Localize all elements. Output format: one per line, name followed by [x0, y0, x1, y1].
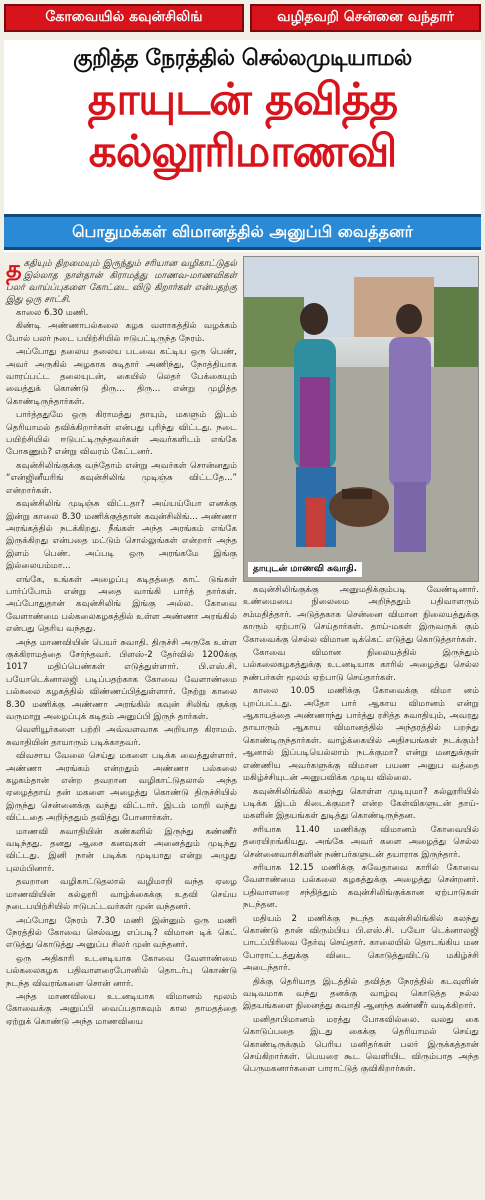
article-lead — [6, 255, 237, 306]
paragraph: சரியாக 11.40 மணிக்கு விமானம் கோவையில் தரையிறங்கியது. அங்கே அவர் களை அழைத்து செல்ல சென்னைவாசிகளின் நண்பர்களுடன் தயாராக இருந்தார். — [243, 824, 479, 860]
paragraph: திக்கு தெரியாத இடத்தில் தவித்த நேரத்தில் கடவுளின் வடிவமாக வந்து தனக்கு வாழ்வு கொடுத்த நல்ல இதயங்களை நினைத்து சுவாதி ஆனந்த கண்ணீர் வடிக்கிறார். — [243, 976, 479, 1012]
section-tag-left: கோவையில் கவுன்சிலிங் — [4, 4, 244, 32]
kicker-line: குறித்த நேரத்தில் செல்லமுடியாமல் — [73, 46, 412, 71]
paragraph: கவுன்சிலிங்கில் கலந்து கொள்ள முடியுமா? கல்லூரியில் படிக்க இடம் கிடைக்குமா? என்ற கேள்விகளுடன் தாய்-மகளின் இதயங்கள் துடித்து கொண்டிருந்தன. — [243, 786, 479, 822]
paragraph: கிண்டி அண்ணாபல்கலை கழக வளாகத்தில் வழக்கம் போல் பலர் நடை பயிற்சியில் ஈடுபட்டிருந்த நேரம். — [6, 321, 237, 344]
article-right-column — [243, 584, 479, 1077]
photo-caption: தாயுடன் மாணவி சுவாதி. — [248, 562, 362, 577]
headline-line-2: கல்லூரிமாணவி — [88, 126, 397, 177]
top-tag-bar — [4, 4, 481, 32]
paragraph: விவசாய வேலை செய்து மகளை படிக்க வைத்துள்ளார். அண்ணா அரங்கம் என்றதும் அண்ணா பல்கலை கழகம்தான் என்ற தவறான வழிகாட்டுதலால் அந்த ஏழைத்தாய் தன் மகளை அழைத்து கொண்டு திருச்சியில் இருந்து சென்னைக்கு வந்து விட்டார். இடம் மாறி வந்து விட்டதை அறிந்ததும் தவித்து போனார்கள். — [6, 751, 237, 824]
subheadline: பொதுமக்கள் விமானத்தில் அனுப்பி வைத்தனர் — [4, 214, 481, 250]
paragraph: அப்போது நேரம் 7.30 மணி இன்னும் ஒரு மணி நேரத்தில் கோவை செல்வது எப்படி? விமான டிக் கெட் எடுத்து கொடுத்து அனுப்ப சிலர் முன் வந்தனர். — [6, 915, 237, 951]
paragraph: அப்போது தலைய தலைய படவை கட்டிய ஒரு பெண், அவர் அருகில் அழகாக சுடிதார் அணிந்து, நோத்தியாக வாரப்பட்ட தலையுடன், கையில் லெதர் பேக்கையும் வைத்துக் கொண்டு திரு... திரு... என்று முழித்த கொண்டிருந்தார்கள். — [6, 347, 237, 407]
paragraph: கவுன்சிலிங்குக்கு அனுமதிக்கும்படி வேண்டினார். உண்மையை நிலைமை அறிந்ததும் பதிவாளரும் சம்மதித்தார். அடுத்தகாக சென்னை விமான நிலையத்துக்கு காரும் ஏற்பாடு செய்தார்கள். தாய்-மகள் இருவருக் கும் கோவைக்கு செல்ல விமான டிக்கெட் எடுத்து கொடுத்தார்கள். — [243, 585, 479, 645]
paragraph: ஒரு அதிகாரி உடனடியாக கோவை வேளாண்மை பல்கலைகழக பதிவாளரைபோனில் தொடர்பு கொண்டு நடந்த விவரங்களை சொன் னார். — [6, 953, 237, 989]
paragraph: மனிதாபிமானம் மரத்து போகவில்லை. வலது கை கொடுப்பதை இடது கைக்கு தெரியாமல் செய்து கொண்டிருக்கும் பெரிய மனிதர்கள் பலர் இருக்கத்தான் செய்கிறார்கள். பெயரை கூட வெளியிட விரும்பாத அந்த பெருமகனார்களை பாராட்டுத் குவிகிறார்கள். — [243, 1014, 479, 1075]
paragraph: சரியாக 12.15 மணிக்கு சுவேதாவை காரில் கோவை வேளாண்மை பல்கலை கழகத்துக்கு அழைத்து சென்றனர். பதிவாளரை சந்தித்தும் கவுன்சிலிங்குக்கான ஏற்பாடுகள் நடந்தன. — [243, 862, 479, 911]
paragraph: வெளியூர்களை பற்றி அவ்வளவாக அறியாத கிராமம். சுவாதியின் தாயாரும் படிக்காதவர். — [6, 725, 237, 748]
section-tag-right: வழிதவறி சென்னை வந்தார் — [250, 4, 481, 32]
paragraph: அந்த மாணவியின் பெயர் சுவாதி. திருச்சி அருகே உள்ள குக்கிராமத்தை சேர்ந்தவர். பிளஸ்-2 தேர்வில் 1200க்கு 1017 மதிப்பெண்கள் எடுத்துள்ளார். பி.எஸ்.சி. பயோடெக்னாலஜி படிப்பதற்காக கோவை வேளாண்மை பல்கலை கழகத்தில் விண்ணப்பித்துள்ளார். நேற்று காலை 8.30 மணிக்கு அண்ணா அரங்கில் கவுன் சிலிங் குக்கு வருமாறு அழைப்புக் கடிதம் அனுப்பி இருந் தார்கள். — [6, 637, 237, 722]
paragraph: கவுன்சிலிங்குக்கு வந்தோம் என்று அவர்கள் சொன்னதும் “என்ஜினீயரிங் கவுன்சிலிங் முடிஞ்சு விட்டதே...” என்றார்கள். — [6, 460, 237, 496]
news-photo — [243, 256, 479, 582]
paragraph: அந்த மாணவியை உடனடியாக விமானம் மூலம் கோவைக்கு அனுப்பி வைப்பதாகவும் கால தாமதத்தை ஏற்றுக் கொண்டு அந்த மாணவியை — [6, 991, 237, 1027]
paragraph: மதியம் 2 மணிக்கு நடந்த கவுன்சிலிங்கில் கலந்து கொண்டு தான் விரும்பிய பி.எஸ்.சி. பயோ டெக்னாலஜி பாடப்பிரிவை தேர்வு செய்தார். காலையில் தொடங்கிய மன போராட்டத்துக்கு விடை கொடுத்துவிட்டு மகிழ்ச்சி அடைந்தார். — [243, 913, 479, 974]
paragraph: மாணவி சுவாதியின் கண்களில் இருந்து கண்ணீர் வடிந்தது. தனது ஆசை கனவுகள் அனைத்தும் முடிந்து விட்டது. இனி நான் படிக்க முடியாது என்று அழுது புலம்பினார். — [6, 826, 237, 874]
paragraph: தவறான வழிகாட்டுதலால் வழிமாறி வந்த ஏழை மாணவியின் கல்லூரி வாழ்க்கைக்கு உதவி செய்ய நடைபயிற்சியில் ஈடுபட்டவர்கள் முன் வந்தனர். — [6, 877, 237, 913]
paragraph: காலை 6.30 மணி. — [16, 308, 89, 318]
lead-text: கதியும் திறமையும் இருந்தும் சரியான வழிகாட்டுதல் இல்லாத நாள்தான் கிராமத்து மாணவ-மாணவிகள் பலர் வாய்ப்புகளை கோட்டை விடு கிறார்கள் என்பதற்கு இது ஒரு சாட்சி. — [6, 259, 237, 305]
article-left-column — [6, 255, 237, 1029]
paragraph: காலை 10.05 மணிக்கு கோவைக்கு விமா னம் புறப்பட்டது. அதோ பார் ஆகாய விமானம் என்று ஆகாயத்தை அண்ணாந்து பார்த்து ரசித்த சுவாதியும், அவரது தாயாரும் ஆகாய விமானத்தில் அந்தரத்தில் பறந்து கொண்டிருந்தார்கள். வாழ்க்கையில் அதிசயங்கள் நடக்கும்! ஆனால் இப்படியெல்லாம் நடக்குமா? என்று மனதுக்குள் எண்ணிய அவர்களுக்கு விமான பயண அனுப வத்தை மகிழ்ச்சியுடன் அனுபவிக்க முடிய வில்லை. — [243, 686, 479, 784]
drop-cap: த — [6, 255, 22, 283]
paragraph: பார்த்ததுமே ஒரு கிராமத்து தாயும், மகளும் இடம் தெரியாமல் தவிக்கிறார்கள் என்பது புரிந்து விட்டது. நடை பயிற்சியில் ஈடுபட்டிருந்தவர்கள் அவர்களிடம் எங்கே போகணும்? என்று விவரம் கேட்டனர். — [6, 410, 237, 458]
paragraph: கோவை விமான நிலையத்தில் இருந்தும் பல்கலைகழகத்துக்கு உடனடியாக காரில் அழைத்து செல்ல நண்பர்கள் மூலம் ஏற்பாடு செய்தார்கள். — [243, 648, 479, 683]
headline-line-1: தாயுடன் தவித்த — [87, 74, 398, 125]
photo-illustration — [244, 257, 479, 582]
paragraph: கவுன்சிலிங் முடிஞ்சு விட்டதா? அய்யய்யோ எனக்கு இன்று காலை 8.30 மணிக்குத்தான் கவுன்சிலிங்... அண்ணா அரங்கத்தில் நடக்கிறது. நீங்கள் அந்த அரங்கம் எங்கே இருக்கிறது என்பதை மட்டும் சொல்லுங்கள் என்றார் அந்த இளம் பெண். அப்படி ஒரு அரங்கமே இங்கு இல்லையம்மா... — [6, 499, 237, 572]
paragraph: எங்கே, உங்கள் அழைப்பு கடிதத்தை காட் டுங்கள் பார்ப்போம் என்று அதை வாங்கி பார்த் தார்கள். அப்போதுதான் கவுன்சிலிங் இங்கு அல்ல. கோவை வேளாண்மை பல்கலைகழகத்தில் உள்ள அண்ணா அரங்கில் என்பது தெரிய வந்தது. — [6, 574, 237, 635]
